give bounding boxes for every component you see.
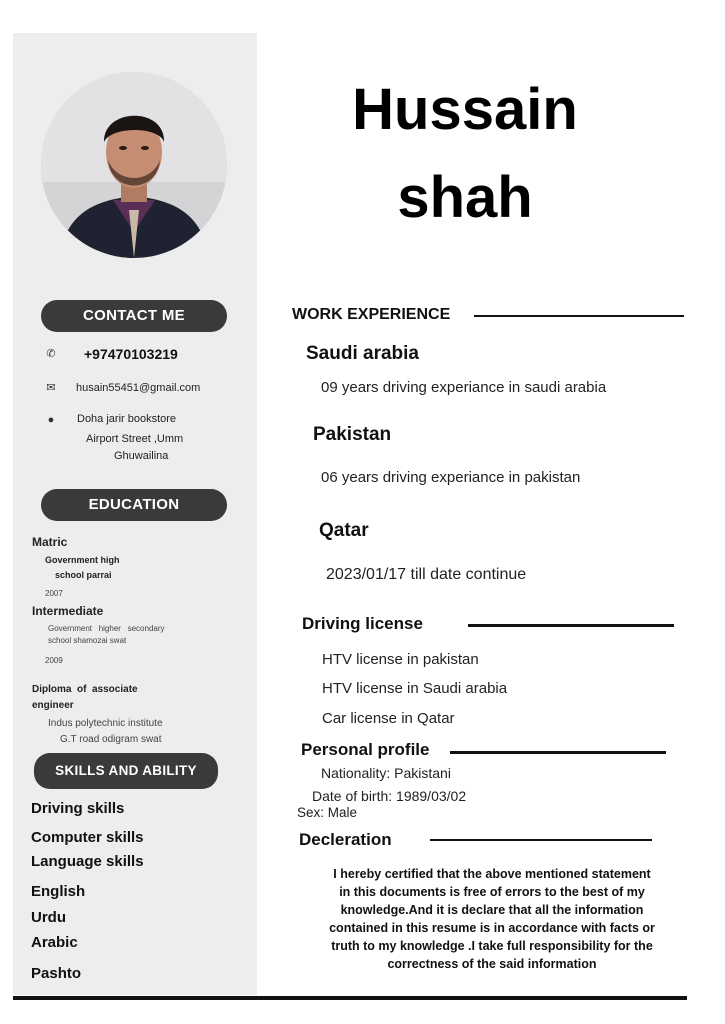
- edu-intermediate-year: 2009: [45, 656, 63, 665]
- work-detail: 09 years driving experiance in saudi arabia: [321, 379, 607, 396]
- license-item: Car license in Qatar: [322, 710, 455, 727]
- education-heading: EDUCATION: [41, 489, 227, 521]
- location-pin-icon: ●: [47, 414, 55, 426]
- contact-address-line1: Doha jarir bookstore: [77, 413, 177, 425]
- edu-intermediate-title: Intermediate: [32, 604, 104, 618]
- contact-address-line3: Ghuwailina: [114, 450, 169, 462]
- edu-matric-school-2: school parrai: [55, 570, 112, 580]
- profile-heading-rule: [450, 751, 666, 754]
- skill-item: Computer skills: [31, 829, 144, 846]
- skills-heading: SKILLS AND ABILITY: [34, 753, 218, 789]
- profile-nationality: Nationality: Pakistani: [321, 765, 451, 781]
- work-heading-rule: [474, 315, 684, 317]
- declaration-line: I hereby certified that the above mentioned statement: [333, 867, 651, 881]
- skill-item: English: [31, 883, 86, 900]
- work-country: Pakistan: [313, 424, 392, 445]
- phone-icon: ✆: [46, 348, 56, 360]
- edu-matric-year: 2007: [45, 589, 63, 598]
- declaration-line: in this documents is free of errors to the best of my: [339, 885, 645, 899]
- profile-sex: Sex: Male: [297, 805, 358, 820]
- edu-matric-title: Matric: [32, 535, 68, 549]
- skill-item: Arabic: [31, 934, 78, 951]
- contact-address-line2: Airport Street ,Umm: [86, 433, 184, 445]
- edu-diploma-school-2: G.T road odigram swat: [60, 734, 162, 745]
- edu-matric-school-1: Government high: [45, 555, 120, 565]
- work-detail: 2023/01/17 till date continue: [326, 566, 527, 583]
- declaration-line: contained in this resume is in accordance with facts or: [329, 921, 655, 935]
- name-first: Hussain: [352, 77, 578, 142]
- edu-diploma-title-2: engineer: [32, 700, 74, 711]
- skill-item: Urdu: [31, 909, 66, 926]
- email-icon: ✉: [46, 382, 56, 394]
- person-photo-illustration: [41, 72, 227, 258]
- profile-photo: [41, 72, 227, 258]
- name-last: shah: [397, 165, 533, 230]
- edu-intermediate-school-1: Government higher secondary: [48, 624, 165, 633]
- skill-item: Driving skills: [31, 800, 125, 817]
- contact-phone: +97470103219: [84, 346, 178, 362]
- license-item: HTV license in Saudi arabia: [322, 680, 508, 697]
- declaration-line: knowledge.And it is declare that all the information: [340, 903, 644, 917]
- license-heading: Driving license: [302, 614, 423, 633]
- contact-email: husain55451@gmail.com: [76, 382, 201, 394]
- declaration-line: correctness of the said information: [387, 957, 597, 971]
- declaration-heading-rule: [430, 839, 652, 841]
- edu-diploma-title-1: Diploma of associate: [32, 684, 138, 695]
- skill-item: Language skills: [31, 853, 144, 870]
- license-heading-rule: [468, 624, 674, 627]
- work-country: Saudi arabia: [306, 343, 419, 364]
- declaration-line: truth to my knowledge .I take full responsibility for the: [331, 939, 653, 953]
- bottom-border: [13, 996, 687, 1000]
- contact-heading: CONTACT ME: [41, 300, 227, 332]
- declaration-heading: Decleration: [299, 830, 392, 849]
- work-heading: WORK EXPERIENCE: [292, 306, 451, 323]
- work-detail: 06 years driving experiance in pakistan: [321, 469, 581, 486]
- profile-dob: Date of birth: 1989/03/02: [312, 788, 467, 804]
- edu-intermediate-school-2: school shamozai swat: [48, 636, 127, 645]
- work-country: Qatar: [319, 520, 369, 541]
- profile-heading: Personal profile: [301, 740, 430, 759]
- license-item: HTV license in pakistan: [322, 651, 479, 668]
- skill-item: Pashto: [31, 965, 82, 982]
- edu-diploma-school-1: Indus polytechnic institute: [48, 718, 163, 729]
